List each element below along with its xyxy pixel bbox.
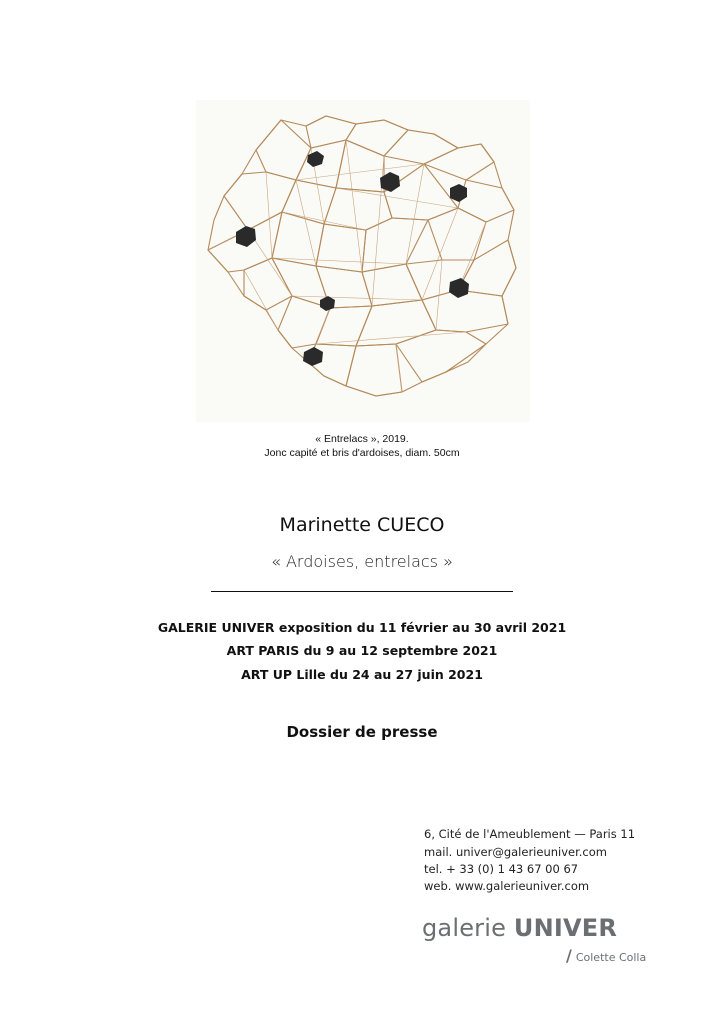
divider [211, 591, 513, 592]
contact-mail: mail. univer@galerieuniver.com [424, 845, 607, 859]
slate-fragment [307, 151, 324, 167]
event-line-galerie: GALERIE UNIVER exposition du 11 février au 30 avril 2021 [157, 620, 567, 635]
reed-lattice-sculpture-image [196, 100, 530, 422]
lattice-cell [256, 120, 311, 180]
exhibition-title: « Ardoises, entrelacs » [271, 552, 453, 571]
lattice-cell [272, 212, 324, 266]
lattice-cell [346, 344, 402, 396]
slate-fragment [320, 296, 335, 311]
event-line-art-paris: ART PARIS du 9 au 12 septembre 2021 [226, 643, 498, 658]
sculpture-outline [208, 116, 516, 396]
logo-word-galerie: galerie [422, 914, 507, 942]
lattice-fine-strands [244, 140, 486, 392]
slate-fragment [303, 347, 323, 366]
lattice-cell [336, 140, 384, 192]
lattice-cell [384, 130, 458, 164]
galerie-univer-logo [422, 914, 617, 942]
contact-web: web. www.galerieuniver.com [424, 879, 590, 893]
event-line-art-up: ART UP Lille du 24 au 27 juin 2021 [241, 667, 483, 682]
document-type-heading: Dossier de presse [286, 723, 438, 741]
logo-subline-text: Colette Colla [575, 951, 647, 964]
lattice-cell [458, 180, 514, 222]
contact-address: 6, Cité de l'Ameublement — Paris 11 [424, 827, 636, 841]
slate-fragment [380, 172, 400, 192]
lattice-cell [224, 172, 296, 230]
artwork-photo [196, 100, 530, 422]
lattice-cell [282, 180, 336, 224]
artwork-caption-medium: Jonc capité et bris d'ardoises, diam. 50cm [264, 447, 460, 459]
lattice-cell [346, 120, 408, 156]
artist-name: Marinette CUECO [279, 514, 445, 536]
lattice-cell [244, 258, 292, 310]
logo-slash: / [566, 946, 572, 965]
lattice-cell [428, 208, 486, 260]
lattice-cell [422, 290, 508, 332]
contact-tel: tel. + 33 (0) 1 43 67 00 67 [424, 862, 579, 876]
artwork-caption-title: « Entrelacs », 2019. [315, 433, 409, 445]
lattice-cell [316, 224, 366, 272]
logo-subline [566, 946, 646, 965]
lattice-cell [324, 188, 392, 230]
lattice-cell [424, 144, 494, 180]
slate-fragment [236, 226, 256, 247]
slate-fragment [449, 278, 469, 298]
logo-word-univer: UNIVER [513, 914, 618, 942]
lattice-cell [356, 300, 436, 346]
lattice-cell [362, 218, 428, 272]
lattice-cell [396, 330, 486, 382]
